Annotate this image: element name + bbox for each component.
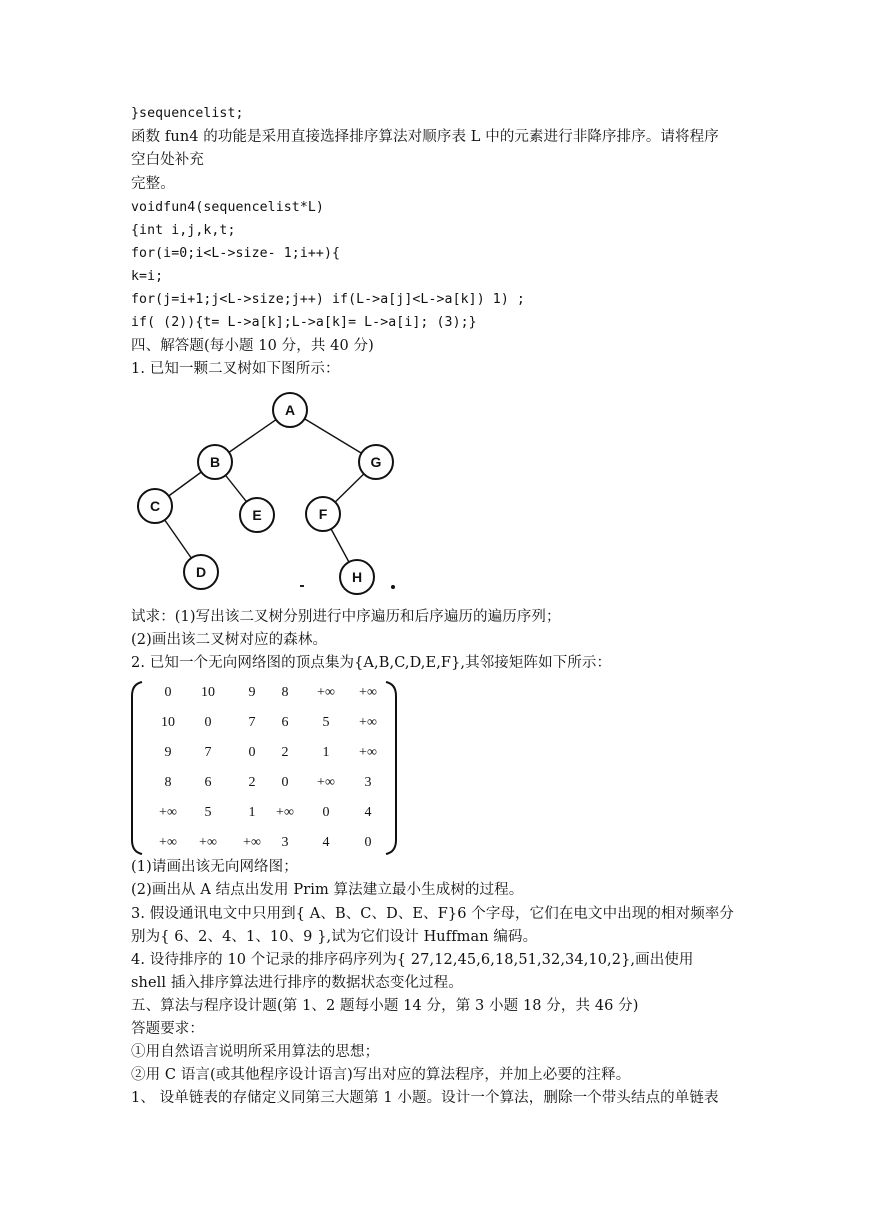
question-text: 3. 假设通讯电文中只用到{ A、B、C、D、E、F}6 个字母，它们在电文中出现的相对频率分 xyxy=(131,906,735,922)
matrix-cell: 1 xyxy=(248,805,256,820)
question-text: 空白处补充 xyxy=(131,152,204,168)
question-text: (2)画出从 A 结点出发用 Prim 算法建立最小生成树的过程。 xyxy=(131,882,524,898)
question-text: (2)画出该二叉树对应的森林。 xyxy=(131,632,328,648)
question-text: 答题要求： xyxy=(131,1021,204,1037)
matrix-cell: +∞ xyxy=(359,685,377,700)
matrix-left-bracket xyxy=(132,682,142,854)
tree-node-label: H xyxy=(351,569,363,585)
code-line: k=i; xyxy=(131,269,164,284)
matrix-cell: 10 xyxy=(161,715,175,730)
question-text: 完整。 xyxy=(131,176,175,192)
tree-node-label: B xyxy=(209,454,221,470)
tree-node-label: C xyxy=(149,498,161,514)
matrix-cell: +∞ xyxy=(359,745,377,760)
matrix-cell: 8 xyxy=(281,685,289,700)
matrix-cell: 9 xyxy=(248,685,256,700)
code-line: }sequencelist; xyxy=(131,106,244,121)
matrix-cell: 5 xyxy=(204,805,212,820)
question-text: 1. 已知一颗二叉树如下图所示： xyxy=(131,361,340,377)
matrix-cell: 9 xyxy=(164,745,172,760)
matrix-cell: +∞ xyxy=(243,835,261,850)
tree-node-label: D xyxy=(195,564,207,580)
matrix-cell: 0 xyxy=(281,775,289,790)
question-text: 2. 已知一个无向网络图的顶点集为{A,B,C,D,E,F},其邻接矩阵如下所示： xyxy=(131,655,612,671)
matrix-cell: 0 xyxy=(248,745,256,760)
matrix-cell: +∞ xyxy=(317,685,335,700)
matrix-cell: +∞ xyxy=(359,715,377,730)
question-text: ②用 C 语言(或其他程序设计语言)写出对应的算法程序，并加上必要的注释。 xyxy=(131,1067,631,1083)
code-line: for(i=0;i<L->size- 1;i++){ xyxy=(131,246,341,261)
matrix-cell: 0 xyxy=(322,805,330,820)
code-line: for(j=i+1;j<L->size;j++) if(L->a[j]<L->a[k]) 1) ; xyxy=(131,292,525,307)
scan-speck xyxy=(391,585,395,589)
matrix-cell: 2 xyxy=(248,775,256,790)
matrix-right-bracket xyxy=(386,682,396,854)
question-text: 1、 设单链表的存储定义同第三大题第 1 小题。设计一个算法，删除一个带头结点的单链表 xyxy=(131,1090,719,1106)
tree-node-label: E xyxy=(252,507,262,523)
matrix-cell: +∞ xyxy=(317,775,335,790)
question-text: ①用自然语言说明所采用算法的思想； xyxy=(131,1044,380,1060)
tree-node-label: A xyxy=(284,402,296,418)
question-text: 函数 fun4 的功能是采用直接选择排序算法对顺序表 L 中的元素进行非降序排序。请将程序 xyxy=(131,129,719,145)
matrix-cell: 6 xyxy=(281,715,289,730)
tree-node-label: G xyxy=(370,454,382,470)
matrix-cell: 0 xyxy=(164,685,172,700)
question-text: shell 插入排序算法进行排序的数据状态变化过程。 xyxy=(131,975,463,991)
matrix-cell: 0 xyxy=(364,835,372,850)
question-text: 试求：(1)写出该二叉树分别进行中序遍历和后序遍历的遍历序列； xyxy=(131,609,561,625)
matrix-cell: 10 xyxy=(201,685,215,700)
code-line: voidfun4(sequencelist*L) xyxy=(131,200,324,215)
matrix-cell: +∞ xyxy=(159,805,177,820)
matrix-cell: 4 xyxy=(322,835,330,850)
matrix-cell: 7 xyxy=(204,745,212,760)
code-line: if( (2)){t= L->a[k];L->a[k]= L->a[i]; (3);} xyxy=(131,315,477,330)
question-text: 别为{ 6、2、4、1、10、9 },试为它们设计 Huffman 编码。 xyxy=(131,929,538,945)
tree-node-label: F xyxy=(318,506,328,522)
section-heading: 五、算法与程序设计题(第 1、2 题每小题 14 分，第 3 小题 18 分，共 46 分) xyxy=(131,998,639,1014)
matrix-cell: 7 xyxy=(248,715,256,730)
binary-tree-figure xyxy=(120,380,420,600)
matrix-cell: 4 xyxy=(364,805,372,820)
matrix-cell: 2 xyxy=(281,745,289,760)
matrix-cell: 0 xyxy=(204,715,212,730)
section-heading: 四、解答题(每小题 10 分，共 40 分) xyxy=(131,338,374,354)
matrix-cell: 8 xyxy=(164,775,172,790)
question-text: 4. 设待排序的 10 个记录的排序码序列为{ 27,12,45,6,18,51,32,34,10,2},画出使用 xyxy=(131,952,694,968)
matrix-cell: +∞ xyxy=(199,835,217,850)
scan-speck xyxy=(300,585,304,587)
matrix-cell: 3 xyxy=(364,775,372,790)
code-line: {int i,j,k,t; xyxy=(131,223,236,238)
matrix-cell: 1 xyxy=(322,745,330,760)
adjacency-matrix xyxy=(128,678,408,858)
matrix-cell: 5 xyxy=(322,715,330,730)
matrix-cell: +∞ xyxy=(159,835,177,850)
matrix-cell: 3 xyxy=(281,835,289,850)
question-text: (1)请画出该无向网络图； xyxy=(131,859,298,875)
matrix-cell: +∞ xyxy=(276,805,294,820)
matrix-cell: 6 xyxy=(204,775,212,790)
